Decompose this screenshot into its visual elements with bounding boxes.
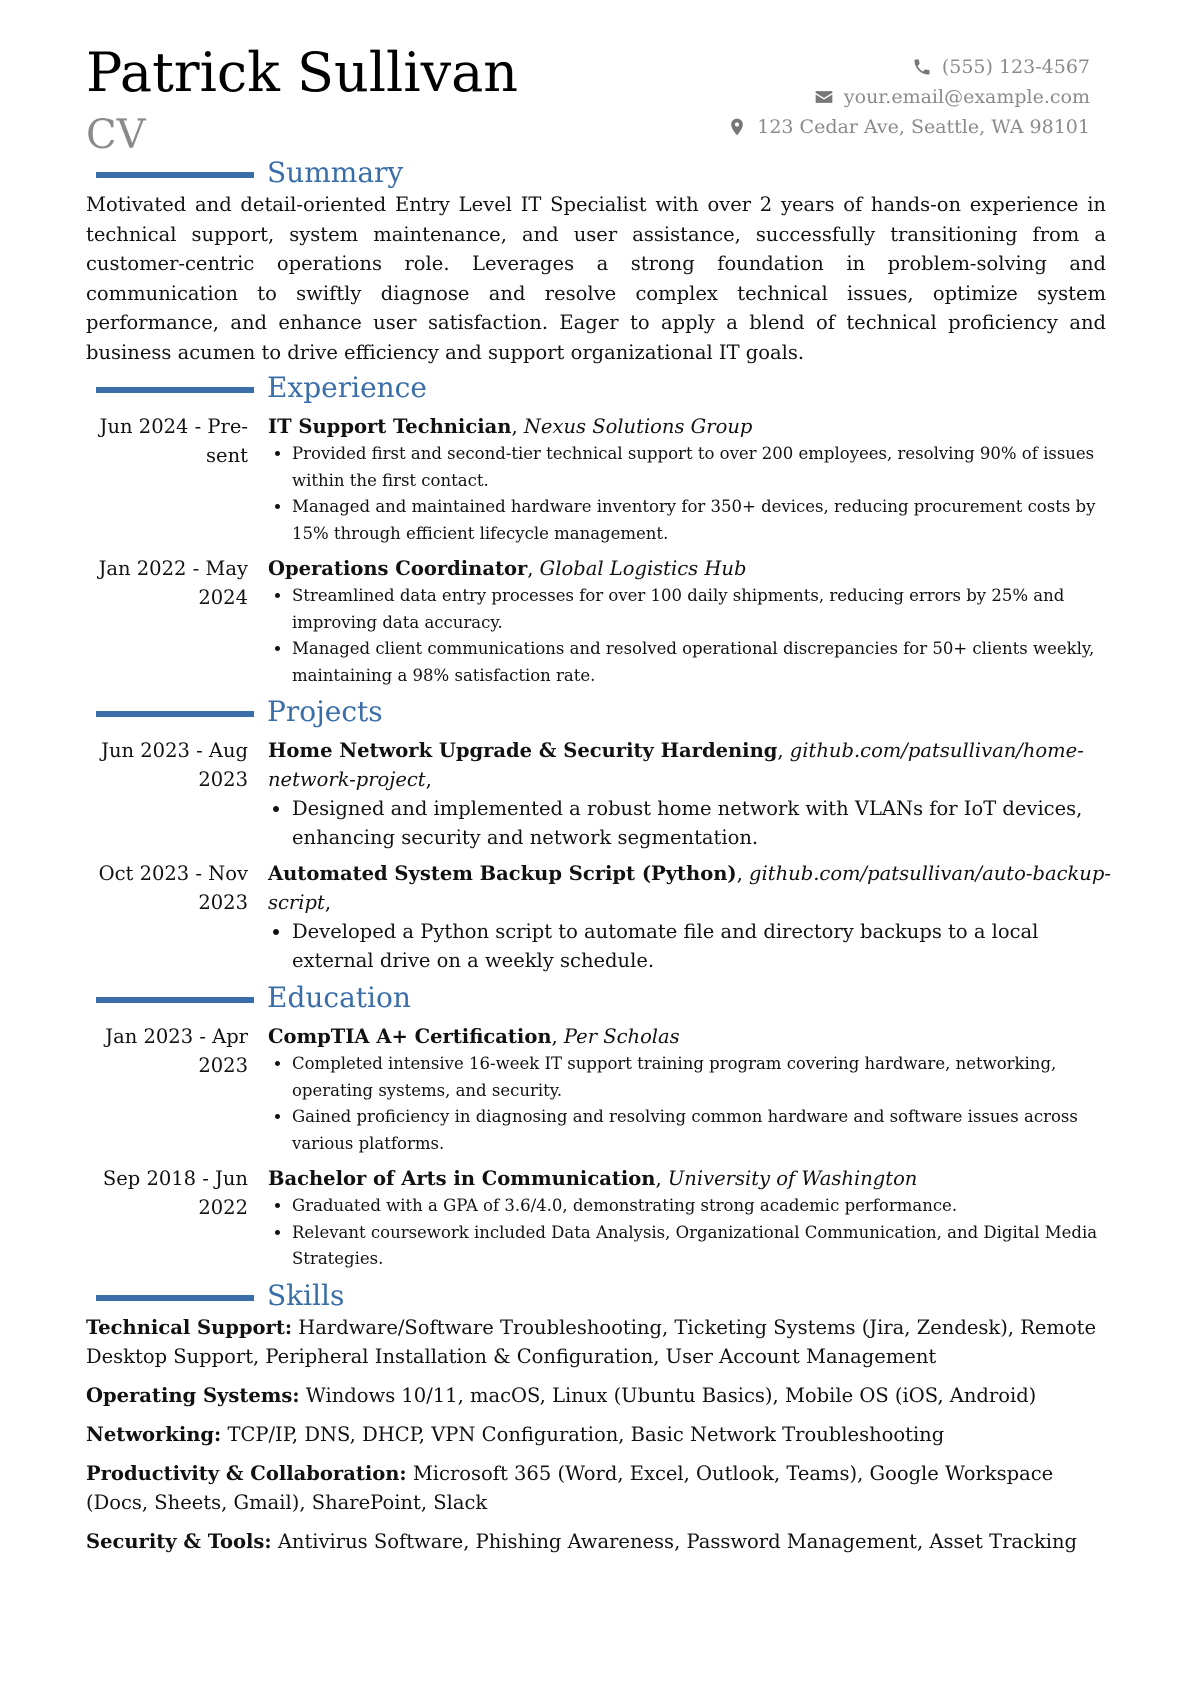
envelope-icon: [814, 87, 834, 107]
skill-values: Hardware/Software Troubleshooting, Ticketing Systems (Jira, Zendesk), Remote Desktop Support, Peripheral Installation & Configuration, User Account Management: [86, 1315, 1097, 1368]
experience-entry: [86, 554, 1114, 689]
skill-category: Operating Systems:: [86, 1383, 300, 1407]
skill-category: Productivity & Collaboration:: [86, 1461, 407, 1485]
skill-line: [86, 1459, 1114, 1517]
entry-title: Home Network Upgrade & Security Hardening, github.com/patsullivan/home-network-project,: [268, 739, 1084, 791]
contact-block: [727, 52, 1090, 142]
entry-date: [86, 736, 266, 852]
experience-heading: [86, 371, 1114, 405]
cv-header: [86, 40, 1114, 156]
entry-date: [86, 1022, 266, 1157]
entry-title: Automated System Backup Script (Python), github.com/patsullivan/auto-backup-script,: [268, 862, 1111, 914]
bullet-list: [268, 441, 1114, 547]
date-end: 2022: [198, 1196, 248, 1219]
email-text[interactable]: your.email@example.com: [843, 86, 1090, 108]
entry-body: [266, 1164, 1114, 1273]
entry-title: Operations Coordinator, Global Logistics Hub: [268, 557, 747, 580]
entry-role: IT Support Technician: [268, 415, 512, 438]
date-start: Oct 2023 - Nov: [98, 862, 248, 885]
section-title: Experience: [267, 371, 427, 404]
entry-date: [86, 412, 266, 547]
entry-organization: Global Logistics Hub: [539, 557, 747, 580]
date-end: 2023: [198, 1054, 248, 1077]
date-end: 2023: [198, 891, 248, 914]
entry-role: Bachelor of Arts in Communication: [268, 1167, 656, 1190]
section-rule: [96, 997, 254, 1003]
bullet-item: • Streamlined data entry processes for over 100 daily shipments, reducing errors by 25% and improving data accuracy.: [292, 583, 1114, 636]
skills-heading: [86, 1279, 1114, 1313]
section-rule: [96, 711, 254, 717]
entry-date: [86, 1164, 266, 1273]
skills-list: [86, 1313, 1114, 1556]
section-rule: [96, 1295, 254, 1301]
phone-text[interactable]: (555) 123-4567: [941, 56, 1090, 78]
section-rule: [96, 387, 254, 393]
bullet-list: [268, 1051, 1114, 1157]
bullet-item: • Relevant coursework included Data Analysis, Organizational Communication, and Digital Media Strategies.: [292, 1220, 1114, 1273]
entry-role: Home Network Upgrade & Security Hardening: [268, 739, 778, 762]
person-name: Patrick Sullivan: [86, 41, 519, 104]
bullet-item: • Completed intensive 16-week IT support training program covering hardware, networking, operating systems, and security.: [292, 1051, 1114, 1104]
skill-category: Security & Tools:: [86, 1529, 272, 1553]
section-title: Summary: [267, 156, 404, 189]
entry-role: Operations Coordinator: [268, 557, 528, 580]
skill-category: Technical Support:: [86, 1315, 293, 1339]
bullet-item: • Developed a Python script to automate file and directory backups to a local external drive on a weekly schedule.: [292, 917, 1114, 975]
entry-title: IT Support Technician, Nexus Solutions Group: [268, 415, 753, 438]
skill-values: TCP/IP, DNS, DHCP, VPN Configuration, Basic Network Troubleshooting: [227, 1422, 945, 1446]
date-start: Sep 2018 - Jun: [102, 1167, 248, 1190]
bullet-list: [268, 917, 1114, 975]
skill-line: [86, 1420, 1114, 1449]
bullet-item: • Provided first and second-tier technical support to over 200 employees, resolving 90% of issues within the first contact.: [292, 441, 1114, 494]
project-link[interactable]: github.com/patsullivan/auto-backup-script: [268, 862, 1111, 914]
education-heading: [86, 981, 1114, 1015]
bullet-list: [268, 1193, 1114, 1273]
entry-date: [86, 554, 266, 689]
projects-list: [86, 736, 1114, 975]
summary-text: Motivated and detail-oriented Entry Level IT Specialist with over 2 years of hands-on experience in technical support, system maintenance, and user assistance, successfully transitioning from a customer-centric operations role. Leverages a strong foundation in problem-solving and communication to swiftly diagnose and resolve complex technical issues, optimize system performance, and enhance user satisfaction. Eager to apply a blend of technical proficiency and business acumen to drive efficiency and support organizational IT goals.: [86, 193, 1106, 364]
date-start: Jan 2023 - Apr: [105, 1025, 248, 1048]
project-link[interactable]: github.com/patsullivan/home-network-project: [268, 739, 1084, 791]
contact-address: [727, 112, 1090, 142]
entry-role: CompTIA A+ Certification: [268, 1025, 552, 1048]
bullet-item: • Graduated with a GPA of 3.6/4.0, demonstrating strong academic performance.: [292, 1193, 1114, 1220]
education-entry: [86, 1022, 1114, 1157]
entry-body: [266, 554, 1114, 689]
section-title: Skills: [267, 1278, 345, 1312]
entry-body: [266, 736, 1114, 852]
education-list: [86, 1022, 1114, 1273]
entry-role: Automated System Backup Script (Python): [268, 862, 737, 885]
experience-list: [86, 412, 1114, 689]
projects-heading: [86, 695, 1114, 729]
date-start: Jun 2024 - Pre-: [99, 415, 248, 438]
date-end: sent: [206, 444, 248, 467]
contact-phone: [727, 52, 1090, 82]
skill-category: Networking:: [86, 1422, 222, 1446]
entry-title: Bachelor of Arts in Communication, University of Washington: [268, 1167, 918, 1190]
entry-body: [266, 1022, 1114, 1157]
education-entry: [86, 1164, 1114, 1273]
map-pin-icon: [727, 117, 747, 137]
entry-date: [86, 859, 266, 975]
section-title: Education: [267, 981, 411, 1014]
bullet-item: • Designed and implemented a robust home network with VLANs for IoT devices, enhancing security and network segmentation.: [292, 794, 1114, 852]
section-rule: [96, 172, 254, 178]
date-start: Jun 2023 - Aug: [101, 739, 248, 762]
entry-organization: Per Scholas: [563, 1025, 680, 1048]
date-start: Jan 2022 - May: [98, 557, 248, 580]
skill-values: Microsoft 365 (Word, Excel, Outlook, Teams), Google Workspace (Docs, Sheets, Gmail), SharePoint, Slack: [86, 1461, 1054, 1514]
summary-heading: [86, 156, 1114, 190]
address-text: 123 Cedar Ave, Seattle, WA 98101: [757, 116, 1090, 138]
skill-line: [86, 1313, 1114, 1371]
skill-line: [86, 1527, 1114, 1556]
document-subtitle: CV: [86, 112, 146, 158]
entry-organization: University of Washington: [667, 1167, 918, 1190]
entry-body: [266, 859, 1114, 975]
projects-entry: [86, 859, 1114, 975]
bullet-item: • Managed client communications and resolved operational discrepancies for 50+ clients weekly, maintaining a 98% satisfaction rate.: [292, 636, 1114, 689]
cv-page: [86, 40, 1114, 1566]
section-title: Projects: [267, 695, 383, 728]
bullet-item: • Managed and maintained hardware inventory for 350+ devices, reducing procurement costs by 15% through efficient lifecycle management.: [292, 494, 1114, 547]
phone-icon: [912, 57, 932, 77]
experience-entry: [86, 412, 1114, 547]
date-end: 2023: [198, 768, 248, 791]
skill-values: Windows 10/11, macOS, Linux (Ubuntu Basics), Mobile OS (iOS, Android): [305, 1383, 1037, 1407]
date-end: 2024: [198, 586, 248, 609]
contact-email: [727, 82, 1090, 112]
entry-body: [266, 412, 1114, 547]
entry-organization: Nexus Solutions Group: [523, 415, 753, 438]
skill-line: [86, 1381, 1114, 1410]
bullet-list: [268, 794, 1114, 852]
entry-title: CompTIA A+ Certification, Per Scholas: [268, 1025, 680, 1048]
skill-values: Antivirus Software, Phishing Awareness, Password Management, Asset Tracking: [277, 1529, 1078, 1553]
projects-entry: [86, 736, 1114, 852]
bullet-item: • Gained proficiency in diagnosing and resolving common hardware and software issues across various platforms.: [292, 1104, 1114, 1157]
bullet-list: [268, 583, 1114, 689]
